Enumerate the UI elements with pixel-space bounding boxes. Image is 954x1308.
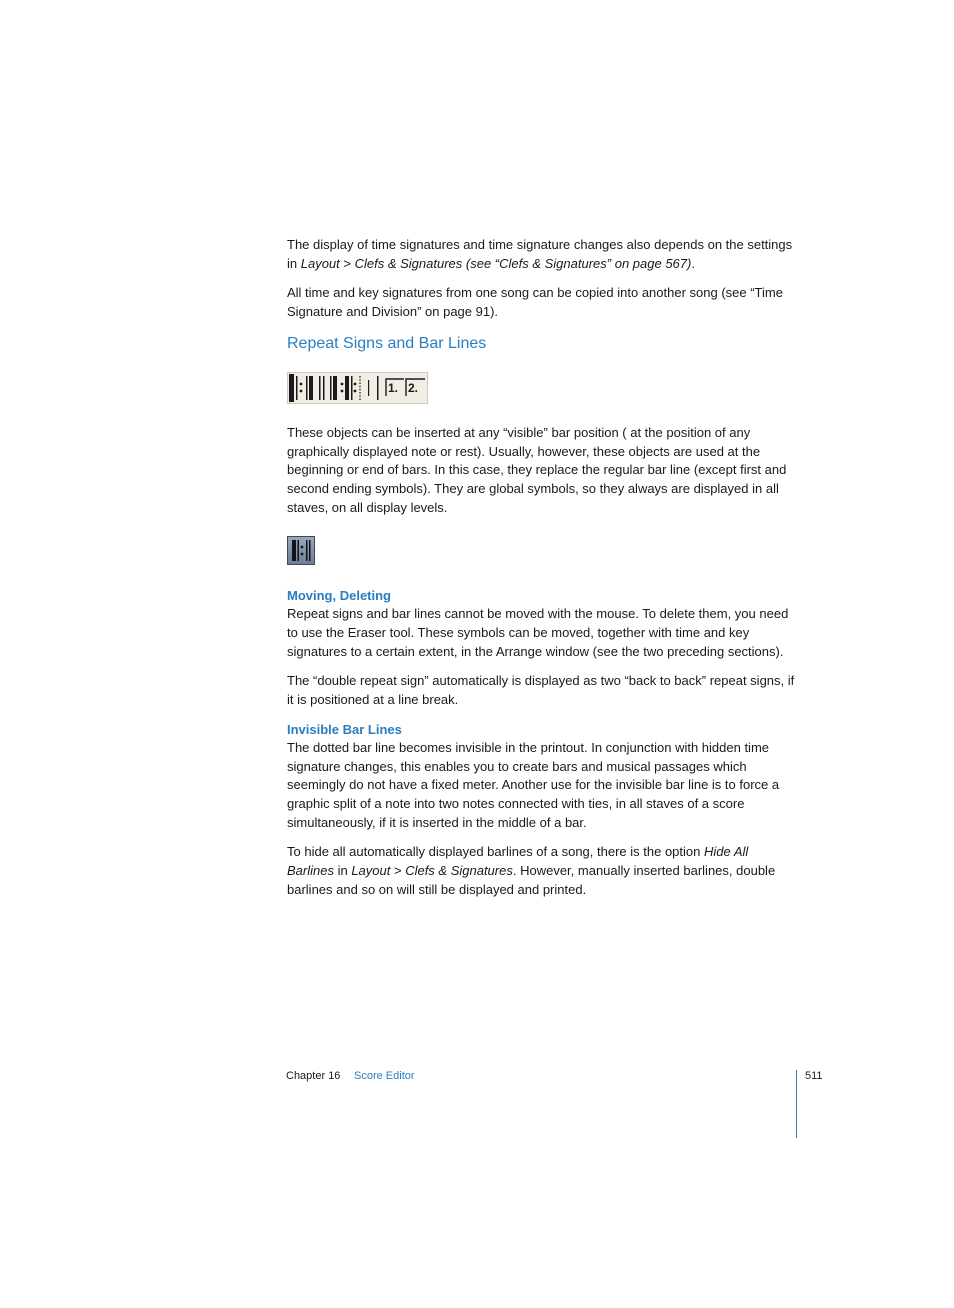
option-hide-all-barlines: Hide All Barlines [287, 844, 749, 879]
footer-chapter-title: Score Editor [354, 1070, 415, 1082]
paragraph-invisible-bar-lines: The dotted bar line becomes invisible in the printout. In conjunction with hidden time signature changes, this enables you to create bars and musical passages which seemingly do not have a fixed meter. Another use for the invisible bar line is to force a graphic split of a note into two notes connected with ties, in all staves of a score simultaneously, if it is inserted in the middle of a bar. [287, 739, 780, 830]
menu-ref-layout-2: Layout [351, 863, 391, 879]
paragraph-time-signature-display: The display of time signatures and time signature changes also depends on the settings in Layout > Clefs & Signatures (see “Clefs & Signatures” on page 567). [287, 237, 793, 271]
page-footer [286, 1070, 826, 1086]
menu-ref-clefs-signatures-2: Clefs & Signatures [405, 863, 513, 879]
subheading-moving-deleting: Moving, Deleting [287, 588, 391, 604]
paragraph-hide-barlines: To hide all automatically displayed barlines of a song, there is the option Hide All Barlines in Layout > Clefs & Signatures. However, manually inserted barlines, double barlines and so on will still be displayed and printed. [287, 844, 776, 897]
footer-rule [796, 1070, 797, 1138]
ending-1-label: 1. [388, 380, 399, 395]
page-number: 511 [805, 1070, 823, 1082]
menu-ref-layout: Layout [300, 255, 340, 271]
repeat-sign-palette-image [287, 372, 428, 404]
section-heading-repeat-signs: Repeat Signs and Bar Lines [287, 334, 487, 352]
subheading-invisible-bar-lines: Invisible Bar Lines [287, 721, 402, 737]
paragraph-double-repeat: The “double repeat sign” automatically is displayed as two “back to back” repeat signs, if it is positioned at a line break. [287, 673, 795, 708]
main-content [287, 236, 797, 899]
footer-chapter: Chapter 16 [286, 1070, 341, 1082]
menu-ref-clefs-signatures: Clefs & Signatures (see “Clefs & Signatures” on page 567) [354, 255, 692, 271]
repeat-sign-tool-icon [287, 536, 315, 565]
paragraph-moving-deleting: Repeat signs and bar lines cannot be moved with the mouse. To delete them, you need to use the Eraser tool. These symbols can be moved, together with time and key signatures to a certain extent, in the Arrange window (see the two preceding sections). [287, 606, 789, 659]
paragraph-copy-signatures: All time and key signatures from one song can be copied into another song (see “Time Signature and Division” on page 91). [287, 285, 783, 320]
paragraph-objects-inserted: These objects can be inserted at any “visible” bar position ( at the position of any graphically displayed note or rest). Usually, however, these objects are used at the beginning or end of bars. In this case, they replace the regular bar line (except first and second ending symbols). They are global symbols, so they always are displayed in all staves, on all display levels. [287, 424, 787, 515]
ending-2-label: 2. [408, 380, 419, 395]
